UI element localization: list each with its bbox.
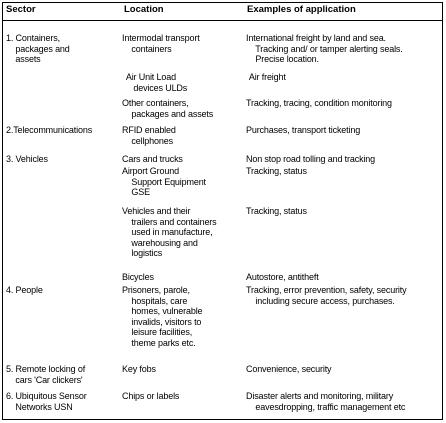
row-5-sector: 3. Vehicles [6,154,48,164]
row-5-examples: Non stop road tolling and tracking [246,154,375,164]
row-9-sector: 4. People [6,285,43,295]
header-divider [2,20,443,21]
row-8-examples: Autostore, antitheft [246,272,319,282]
row-10-examples: Convenience, security [246,364,332,374]
row-2-location: Air Unit Load devices ULDs [125,72,188,93]
row-11-sector: 6. Ubiquitous Sensor Networks USN [6,391,87,412]
row-4-location: RFID enabled cellphones [122,125,176,146]
row-5-location: Cars and trucks [122,154,183,164]
row-6-location: Airport Ground Support Equipment GSE [122,166,206,197]
row-8-location: Bicycles [122,272,154,282]
row-4-examples: Purchases, transport ticketing [246,125,361,135]
row-6-examples: Tracking, status [246,166,307,176]
row-3-location: Other containers, packages and assets [122,98,214,119]
row-3-examples: Tracking, tracing, condition monitoring [246,98,392,108]
row-4-sector: 2.Telecommunications [6,125,93,135]
row-7-location: Vehicles and their trailers and containers used in manufacture, warehousing and logistics [122,206,217,258]
row-9-examples: Tracking, error prevention, safety, security including secure access, purchases. [246,285,407,306]
row-1-location: Intermodal transport containers [122,33,200,54]
row-10-sector: 5. Remote locking of cars 'Car clickers' [6,364,86,385]
header-location: Location [124,4,164,15]
header-sector: Sector [6,4,36,15]
row-1-examples: International freight by land and sea. Tracking and/ or tamper alerting seals. Precise location. [246,33,403,64]
row-7-examples: Tracking, status [246,206,307,216]
header-examples: Examples of application [247,4,356,15]
row-9-location: Prisoners, parole, hospitals, care homes, vulnerable invalids, visitors to leisure facilities, theme parks etc. [122,285,203,348]
row-1-sector: 1. Containers, packages and assets [6,33,70,64]
row-11-location: Chips or labels [122,391,180,401]
table-frame [2,2,443,420]
row-11-examples: Disaster alerts and monitoring, military eavesdropping, traffic management etc [246,391,406,412]
row-2-examples: Air freight [247,72,286,82]
row-10-location: Key fobs [122,364,156,374]
